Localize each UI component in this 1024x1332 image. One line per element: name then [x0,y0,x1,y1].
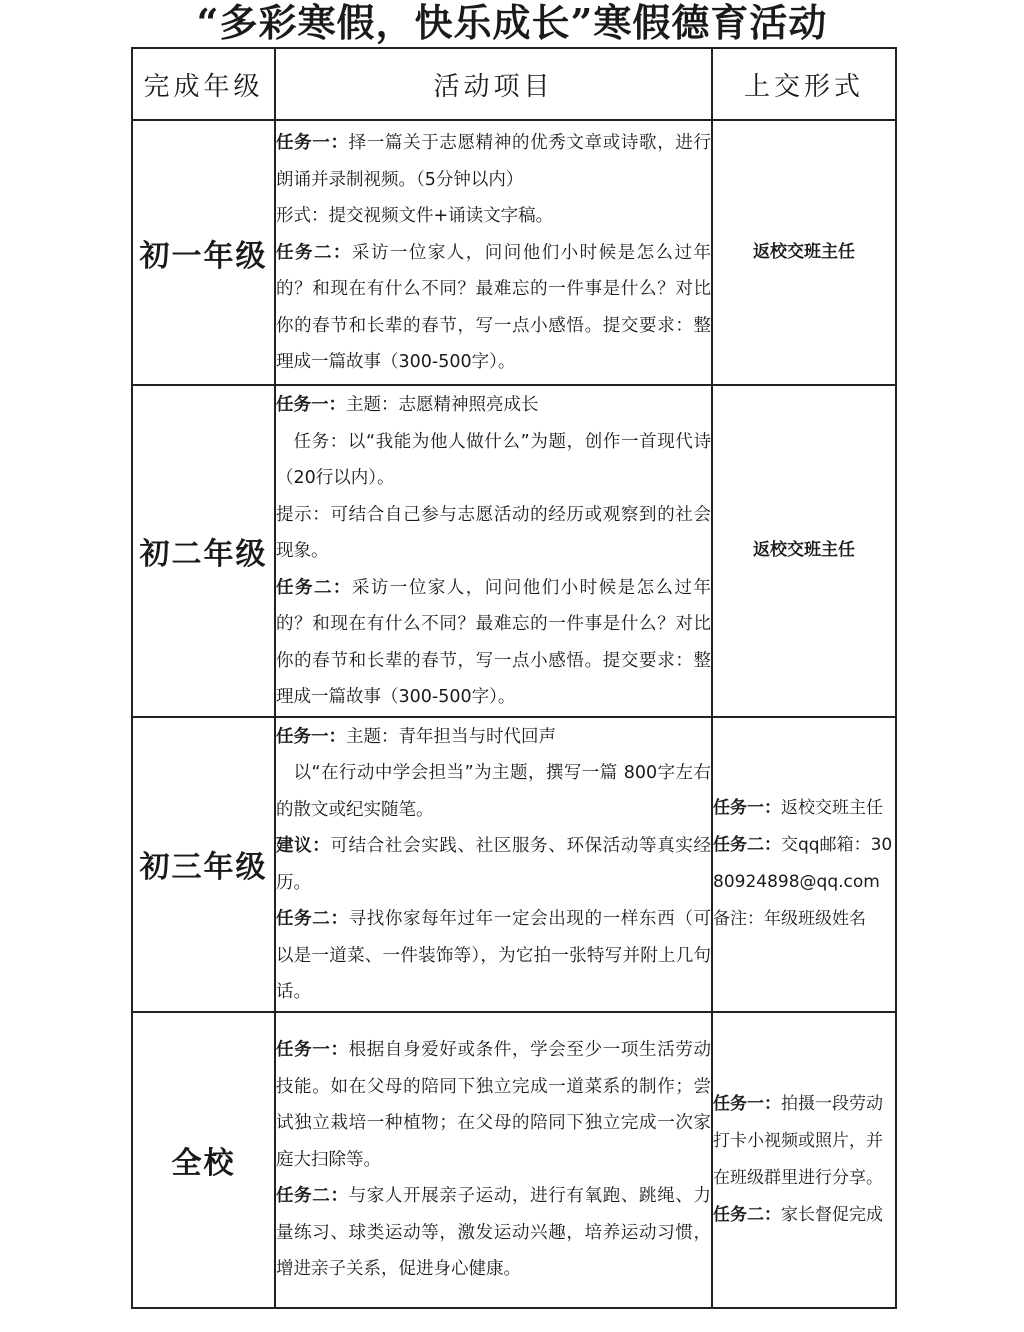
activity-table [131,47,897,1309]
activity-cell [275,717,712,1012]
grade-cell: 全校 [132,1012,275,1308]
document-title: “多彩寒假，快乐成长”寒假德育活动 [196,0,828,45]
grade-cell: 初二年级 [132,385,275,717]
submission-item: 任务二：家长督促完成 [713,1204,883,1225]
submission-item: 任务一：返校交班主任 [713,798,883,818]
table-row [132,120,896,385]
task-paragraph: 形式：提交视频文件+诵读文字稿。 [276,206,554,227]
table-row [132,717,896,1012]
task-paragraph: 任务：以“我能为他人做什么”为题，创作一首现代诗（20行以内）。 [276,431,711,488]
task-paragraph: 任务二：采访一位家人，问问他们小时候是怎么过年的？和现在有什么不同？最难忘的一件事是什么？对比你的春节和长辈的春节，写一点小感悟。提交要求：整理成一篇故事（300-500字）。 [276,242,712,373]
header-grade: 完成年级 [132,48,275,120]
header-submission: 上交形式 [712,48,896,120]
task-paragraph: 任务一：主题：青年担当与时代回声 [276,726,556,747]
task-paragraph: 任务二：寻找你家每年过年一定会出现的一样东西（可以是一道菜、一件装饰等），为它拍一张特写并附上几句话。 [276,909,711,1002]
header-activity: 活动项目 [275,48,712,120]
activity-cell [275,120,712,385]
table-row [132,1012,896,1308]
grade-cell: 初三年级 [132,717,275,1012]
activity-cell [275,385,712,717]
task-paragraph: 提示：可结合自己参与志愿活动的经历或观察到的社会现象。 [276,504,711,561]
task-paragraph: 任务一：择一篇关于志愿精神的优秀文章或诗歌，进行朗诵并录制视频。（5分钟以内） [276,133,711,190]
activity-cell [275,1012,712,1308]
header-row [132,48,896,120]
submission-item: 任务二：交qq邮箱：3080924898@qq.com 备注：年级班级姓名 [713,835,893,929]
table-row [132,385,896,717]
task-paragraph: 任务二：采访一位家人，问问他们小时候是怎么过年的？和现在有什么不同？最难忘的一件事是什么？对比你的春节和长辈的春节，写一点小感悟。提交要求：整理成一篇故事（300-500字）。 [276,577,712,707]
submission-cell [712,717,896,1012]
grade-cell: 初一年级 [132,120,275,385]
task-paragraph: 任务一：根据自身爱好或条件，学会至少一项生活劳动技能。如在父母的陪同下独立完成一道菜系的制作；尝试独立栽培一种植物；在父母的陪同下独立完成一次家庭大扫除等。 [276,1040,711,1170]
submission-cell: 返校交班主任 [712,120,896,385]
task-paragraph: 任务二：与家人开展亲子运动，进行有氧跑、跳绳、力量练习、球类运动等，激发运动兴趣，培养运动习惯，增进亲子关系，促进身心健康。 [276,1186,711,1280]
task-paragraph: 任务一：主题：志愿精神照亮成长 [276,395,539,415]
submission-item: 任务一：拍摄一段劳动打卡小视频或照片，并在班级群里进行分享。 [713,1093,883,1188]
task-paragraph: 建议：可结合社会实践、社区服务、环保活动等真实经历。 [276,836,712,893]
submission-cell [712,1012,896,1308]
task-paragraph: 以“在行动中学会担当”为主题，撰写一篇 800字左右的散文或纪实随笔。 [276,763,711,820]
submission-cell: 返校交班主任 [712,385,896,717]
